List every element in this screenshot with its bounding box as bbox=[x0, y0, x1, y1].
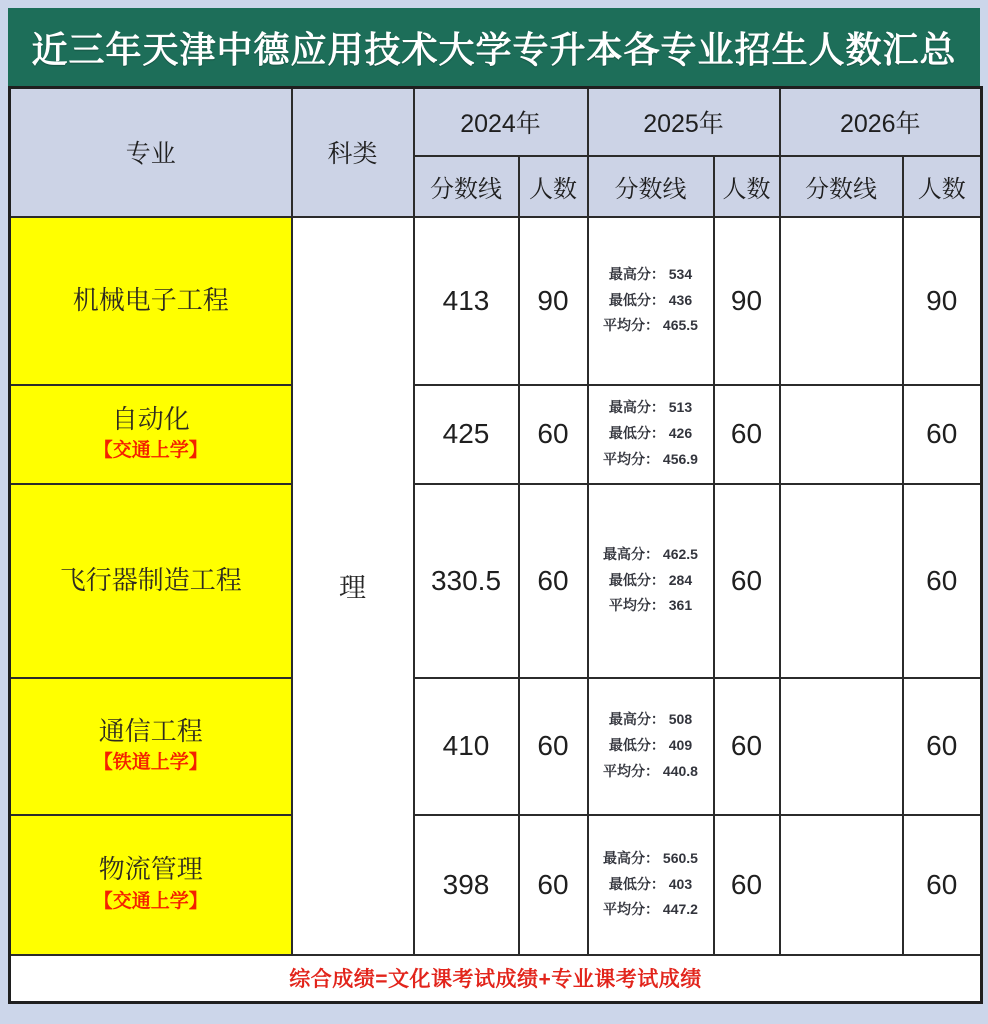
count-2024-cell: 60 bbox=[519, 484, 588, 678]
avg-score-line: 平均分： 465.5 bbox=[603, 317, 698, 334]
score-detail-2025-cell bbox=[588, 484, 714, 678]
admissions-summary-table bbox=[8, 86, 983, 1004]
max-score-line: 最高分： 508 bbox=[608, 711, 693, 728]
major-name: 飞行器制造工程 bbox=[59, 565, 242, 596]
count-2025-cell: 90 bbox=[714, 217, 780, 385]
score-2026-cell bbox=[780, 678, 903, 815]
col-header-category: 科类 bbox=[292, 88, 414, 217]
sub-header-count-2024: 人数 bbox=[519, 156, 588, 217]
score-detail-2025-cell bbox=[588, 815, 714, 955]
table-row bbox=[10, 678, 982, 815]
footer-cell bbox=[10, 955, 982, 1003]
max-score-line: 最高分： 513 bbox=[608, 399, 693, 416]
count-2026-cell: 60 bbox=[903, 678, 982, 815]
max-score-line: 最高分： 560.5 bbox=[603, 849, 698, 866]
major-cell bbox=[10, 678, 292, 815]
year-header-2025: 2025年 bbox=[588, 88, 780, 156]
count-2024-cell: 60 bbox=[519, 678, 588, 815]
table-row bbox=[10, 385, 982, 484]
major-name: 机械电子工程 bbox=[72, 285, 229, 316]
count-2026-cell: 60 bbox=[903, 484, 982, 678]
max-score-line: 最高分： 534 bbox=[608, 265, 693, 282]
table-row bbox=[10, 217, 982, 385]
score-detail-2025-cell bbox=[588, 385, 714, 484]
score-2024-cell: 410 bbox=[414, 678, 519, 815]
page-title: 近三年天津中德应用技术大学专升本各专业招生人数汇总 bbox=[31, 28, 957, 70]
table-row bbox=[10, 484, 982, 678]
score-2024-cell: 398 bbox=[414, 815, 519, 955]
min-score-line: 最低分： 426 bbox=[608, 425, 693, 442]
major-name: 自动化 bbox=[111, 403, 190, 434]
year-header-2026: 2026年 bbox=[780, 88, 982, 156]
min-score-line: 最低分： 284 bbox=[608, 571, 693, 588]
count-2025-cell: 60 bbox=[714, 484, 780, 678]
score-2024-cell: 413 bbox=[414, 217, 519, 385]
major-name: 通信工程 bbox=[98, 715, 203, 746]
score-2024-cell: 425 bbox=[414, 385, 519, 484]
score-2026-cell bbox=[780, 484, 903, 678]
score-2026-cell bbox=[780, 217, 903, 385]
major-note: 【交通上学】 bbox=[93, 440, 208, 461]
sub-header-count-2026: 人数 bbox=[903, 156, 982, 217]
col-header-major: 专业 bbox=[10, 88, 292, 217]
max-score-line: 最高分： 462.5 bbox=[603, 545, 698, 562]
score-detail-2025-cell bbox=[588, 678, 714, 815]
min-score-line: 最低分： 436 bbox=[608, 291, 693, 308]
count-2026-cell: 60 bbox=[903, 815, 982, 955]
major-note: 【交通上学】 bbox=[93, 890, 208, 912]
count-2026-cell: 60 bbox=[903, 385, 982, 484]
avg-score-line: 平均分： 447.2 bbox=[603, 901, 698, 918]
sub-header-count-2025: 人数 bbox=[714, 156, 780, 217]
major-cell bbox=[10, 217, 292, 385]
score-2024-cell: 330.5 bbox=[414, 484, 519, 678]
title-bar bbox=[8, 8, 980, 86]
major-cell bbox=[10, 385, 292, 484]
category-cell: 理 bbox=[292, 217, 414, 955]
count-2024-cell: 60 bbox=[519, 385, 588, 484]
major-cell bbox=[10, 484, 292, 678]
count-2025-cell: 60 bbox=[714, 385, 780, 484]
footer-row bbox=[10, 955, 982, 1003]
min-score-line: 最低分： 403 bbox=[608, 875, 693, 892]
count-2024-cell: 60 bbox=[519, 815, 588, 955]
score-2026-cell bbox=[780, 815, 903, 955]
score-2026-cell bbox=[780, 385, 903, 484]
major-name: 物流管理 bbox=[98, 854, 203, 884]
count-2026-cell: 90 bbox=[903, 217, 982, 385]
table-row bbox=[10, 815, 982, 955]
sub-header-score-2025: 分数线 bbox=[588, 156, 714, 217]
sub-header-score-2024: 分数线 bbox=[414, 156, 519, 217]
major-cell bbox=[10, 815, 292, 955]
sub-header-score-2026: 分数线 bbox=[780, 156, 903, 217]
avg-score-line: 平均分： 361 bbox=[608, 597, 693, 614]
count-2024-cell: 90 bbox=[519, 217, 588, 385]
count-2025-cell: 60 bbox=[714, 815, 780, 955]
score-detail-2025-cell bbox=[588, 217, 714, 385]
min-score-line: 最低分： 409 bbox=[608, 737, 693, 754]
footer-note: 综合成绩=文化课考试成绩+专业课考试成绩 bbox=[289, 968, 702, 992]
major-note: 【铁道上学】 bbox=[93, 752, 208, 773]
count-2025-cell: 60 bbox=[714, 678, 780, 815]
avg-score-line: 平均分： 440.8 bbox=[603, 762, 698, 779]
year-header-2024: 2024年 bbox=[414, 88, 588, 156]
avg-score-line: 平均分： 456.9 bbox=[603, 450, 698, 467]
